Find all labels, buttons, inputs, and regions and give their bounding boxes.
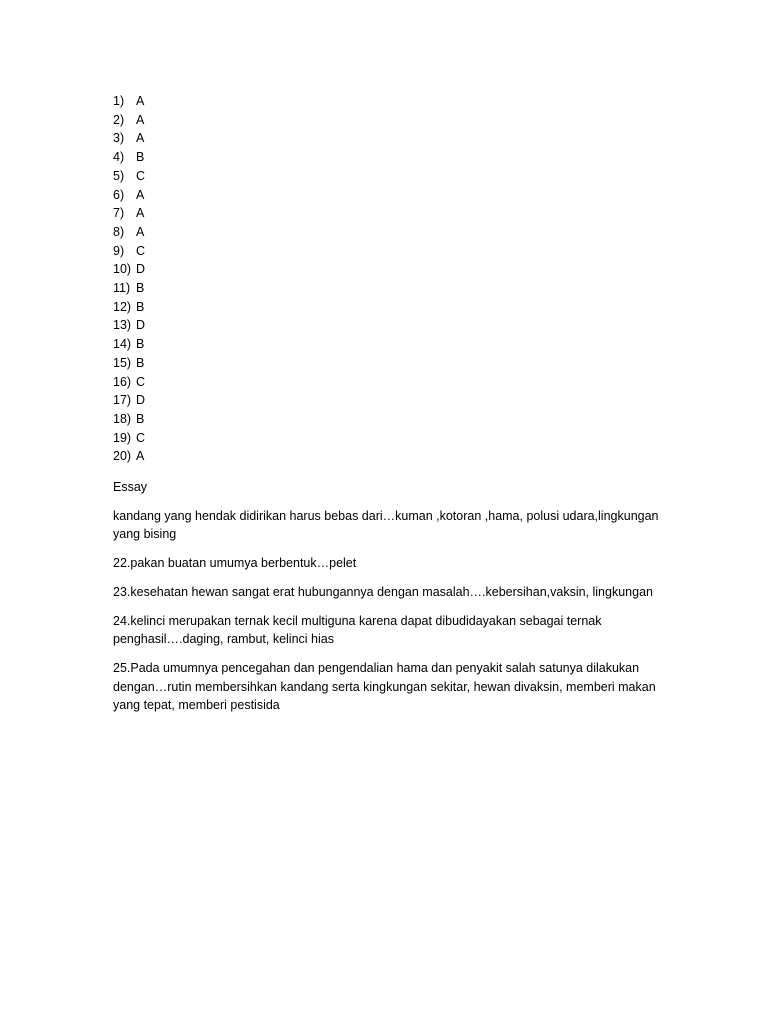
answer-letter: D — [136, 318, 146, 333]
essay-heading: Essay — [113, 480, 148, 494]
answer-item — [113, 298, 145, 317]
answer-letter: B — [136, 281, 145, 296]
answer-item — [113, 354, 145, 373]
answer-letter: C — [136, 430, 146, 445]
essay-answer-23: 23.kesehatan hewan sangat erat hubungannya dengan masalah….kebersihan,vaksin, lingkungan — [113, 584, 653, 599]
answer-item — [113, 447, 145, 466]
answer-key-list — [113, 92, 145, 466]
answer-item — [113, 410, 145, 429]
answer-letter: A — [136, 112, 145, 127]
answer-item — [113, 316, 145, 335]
answer-number: 18) — [113, 411, 132, 426]
answer-number: 2) — [113, 112, 125, 127]
answer-number: 3) — [113, 131, 125, 146]
answer-item — [113, 92, 145, 111]
answer-letter: D — [136, 262, 146, 277]
answer-number: 12) — [113, 299, 132, 314]
answer-number: 7) — [113, 206, 125, 221]
answer-number: 17) — [113, 393, 132, 408]
answer-item — [113, 186, 145, 205]
answer-item — [113, 279, 145, 298]
answer-item — [113, 429, 145, 448]
answer-number: 4) — [113, 150, 125, 165]
answer-letter: D — [136, 393, 146, 408]
answer-item — [113, 335, 145, 354]
answer-number: 13) — [113, 318, 132, 333]
answer-item — [113, 204, 145, 223]
answer-letter: A — [136, 131, 145, 146]
answer-letter: C — [136, 243, 146, 258]
answer-letter: B — [136, 150, 145, 165]
essay-answer-25: 25.Pada umumnya pencegahan dan pengendalian hama dan penyakit salah satunya dilakukan dengan…rutin membersihkan kandang serta kingkungan sekitar, hewan divaksin, memberi makan yang tepat, memberi pestisida — [113, 660, 656, 713]
answer-letter: B — [136, 355, 145, 370]
answer-item — [113, 111, 145, 130]
answer-item — [113, 129, 145, 148]
answer-letter: C — [136, 168, 146, 183]
answer-item — [113, 260, 145, 279]
answer-item — [113, 167, 145, 186]
answer-letter: A — [136, 224, 145, 239]
essay-answer-21: kandang yang hendak didirikan harus bebas dari…kuman ,kotoran ,hama, polusi udara,lingkungan yang bising — [113, 508, 659, 542]
answer-letter: A — [136, 187, 145, 202]
answer-number: 9) — [113, 243, 125, 258]
answer-number: 6) — [113, 187, 125, 202]
answer-number: 20) — [113, 449, 132, 464]
answer-number: 15) — [113, 355, 132, 370]
answer-letter: C — [136, 374, 146, 389]
answer-number: 8) — [113, 224, 125, 239]
answer-letter: B — [136, 411, 145, 426]
answer-number: 16) — [113, 374, 132, 389]
answer-item — [113, 391, 145, 410]
answer-letter: B — [136, 299, 145, 314]
answer-letter: A — [136, 449, 145, 464]
answer-number: 10) — [113, 262, 132, 277]
answer-letter: B — [136, 337, 145, 352]
answer-item — [113, 223, 145, 242]
answer-number: 19) — [113, 430, 132, 445]
answer-item — [113, 373, 145, 392]
essay-answer-24: 24.kelinci merupakan ternak kecil multiguna karena dapat dibudidayakan sebagai ternak penghasil….daging, rambut, kelinci hias — [113, 613, 602, 647]
answer-number: 1) — [113, 94, 125, 108]
answer-item — [113, 242, 145, 261]
answer-letter: A — [136, 206, 145, 221]
answer-number: 14) — [113, 337, 132, 352]
answer-letter: A — [136, 94, 145, 108]
essay-section — [113, 478, 673, 725]
essay-answer-22: 22.pakan buatan umumya berbentuk…pelet — [113, 556, 357, 571]
answer-item — [113, 148, 145, 167]
answer-number: 11) — [113, 281, 131, 296]
answer-number: 5) — [113, 168, 125, 183]
